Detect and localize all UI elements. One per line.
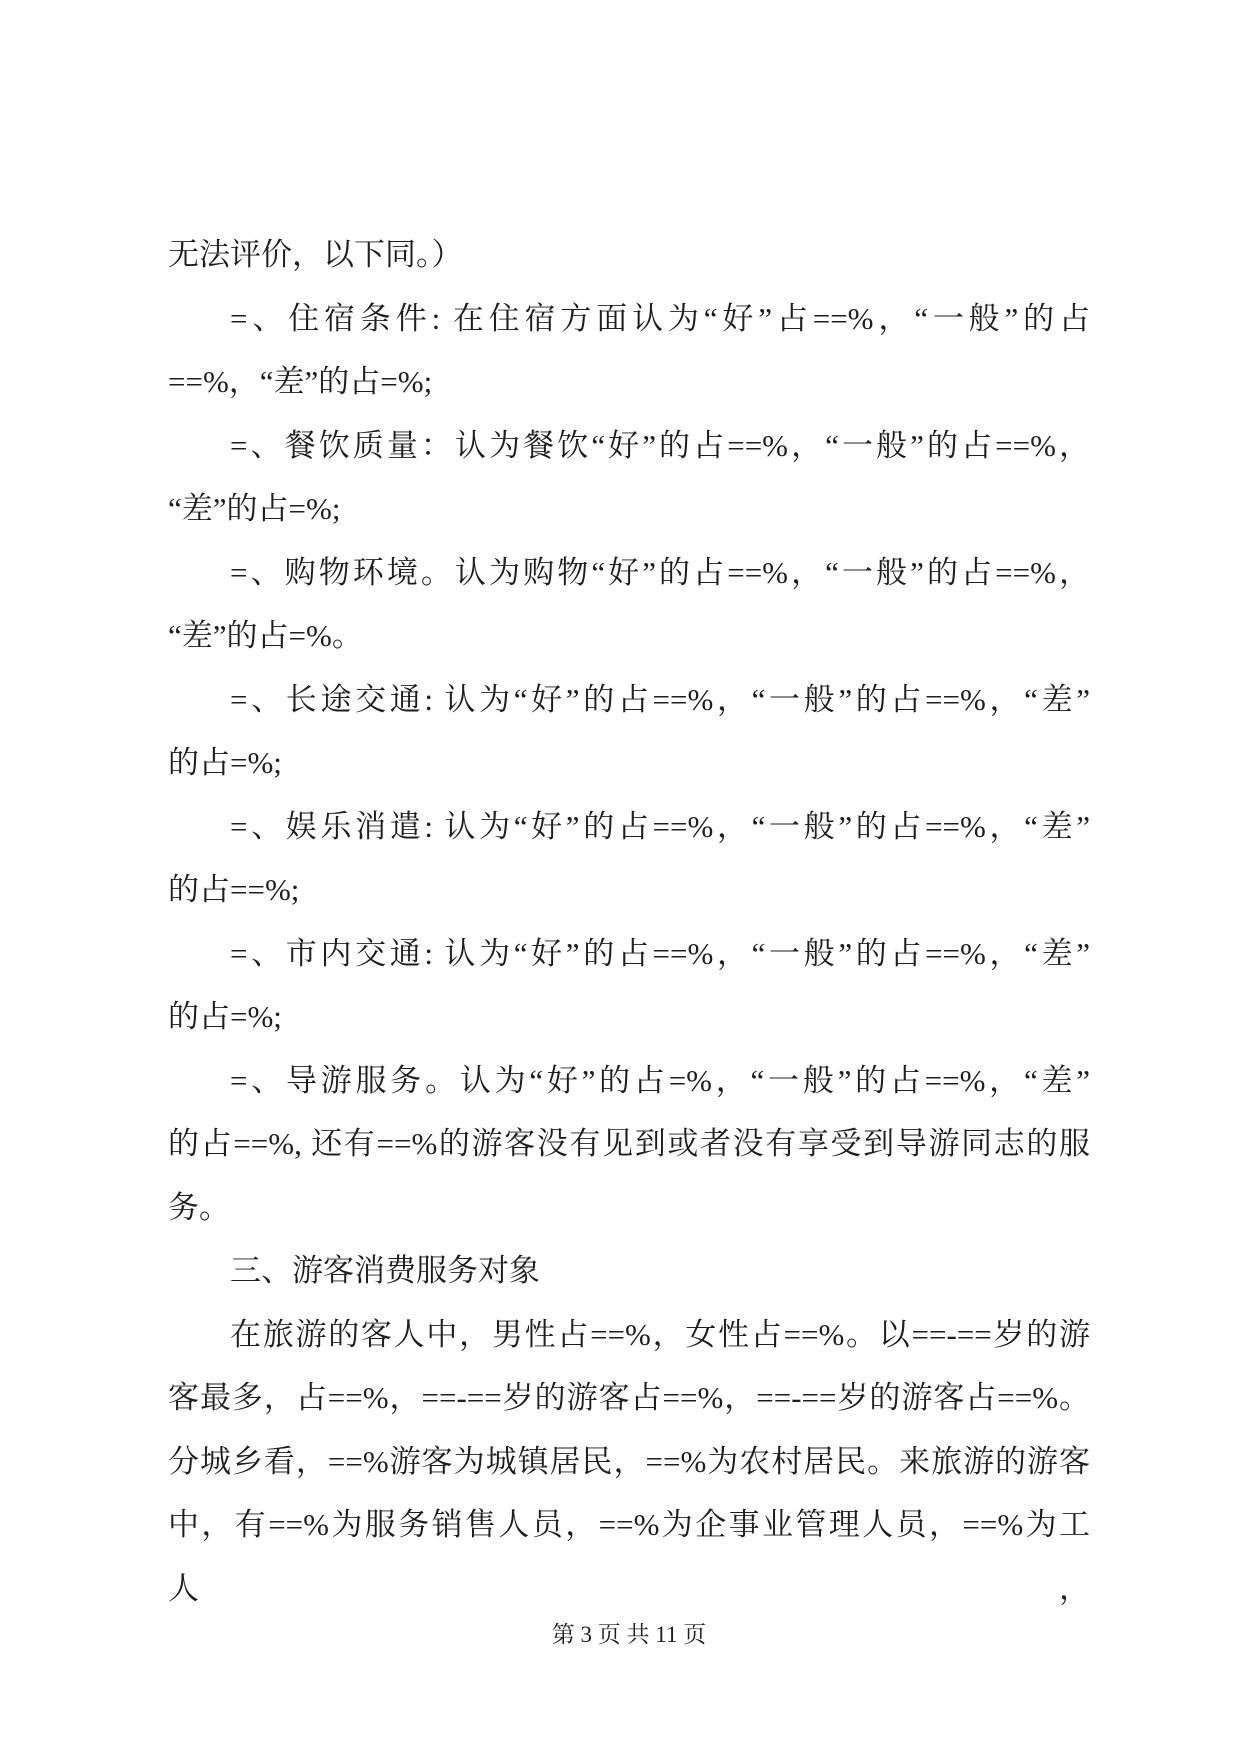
- text-line: =、购物环境。认为购物“好”的占==%，“一般”的占==%，: [230, 554, 1090, 590]
- text-line: 的占=%;: [168, 745, 282, 780]
- text-line: 分城乡看，==%游客为城镇居民，==%为农村居民。来旅游的游客: [168, 1443, 1090, 1479]
- paragraph-visitor-profile: [168, 1303, 1091, 1606]
- text-line: 的占==%;: [168, 872, 300, 907]
- text-line: =、导游服务。认为“好”的占=%，“一般”的占==%，“差”: [230, 1062, 1090, 1098]
- page-number-label: 第 3 页 共 11 页: [551, 1622, 707, 1647]
- text-line: =、餐饮质量：认为餐饮“好”的占==%，“一般”的占==%，: [230, 427, 1090, 463]
- text-line: =、娱乐消遣: 认为“好”的占==%，“一般”的占==%，“差”: [230, 808, 1090, 844]
- text-line: “差”的占=%;: [168, 491, 341, 526]
- paragraph-tour-guide: [168, 1049, 1090, 1240]
- text-line: ==%，“差”的占=%;: [168, 364, 433, 399]
- paragraph-entertainment: [168, 795, 1090, 922]
- paragraph-city-transport: [168, 922, 1090, 1049]
- section-heading: 三、游客消费服务对象: [230, 1253, 540, 1288]
- paragraph-catering: [168, 414, 1090, 541]
- text-line: 的占==%, 还有==%的游客没有见到或者没有享受到导游同志的服: [168, 1126, 1090, 1161]
- paragraph: [168, 223, 1090, 287]
- text-line: 务。: [168, 1189, 230, 1225]
- paragraph-long-distance-transport: [168, 668, 1090, 795]
- text-line: =、住宿条件: 在住宿方面认为“好”占==%，“一般”的占: [230, 300, 1090, 336]
- text-line: “差”的占=%。: [168, 618, 363, 653]
- text-line: 在旅游的客人中，男性占==%，女性占==%。以==-==岁的游: [230, 1316, 1090, 1352]
- text-line: 中，有==%为服务销售人员，==%为企事业管理人员，==%为工人，: [168, 1507, 1090, 1606]
- text-line: =、市内交通: 认为“好”的占==%，“一般”的占==%，“差”: [230, 935, 1090, 971]
- document-body: [168, 223, 1091, 1606]
- text-line: 客最多，占==%，==-==岁的游客占==%，==-==岁的游客占==%。: [168, 1380, 1091, 1415]
- text-line: =、长途交通: 认为“好”的占==%，“一般”的占==%，“差”: [230, 681, 1090, 717]
- paragraph-shopping: [168, 541, 1090, 668]
- page-footer: [168, 1620, 1090, 1650]
- paragraph-accommodation: [168, 287, 1090, 414]
- text-line: 的占=%;: [168, 999, 282, 1034]
- text-line: 无法评价，以下同。）: [168, 237, 463, 272]
